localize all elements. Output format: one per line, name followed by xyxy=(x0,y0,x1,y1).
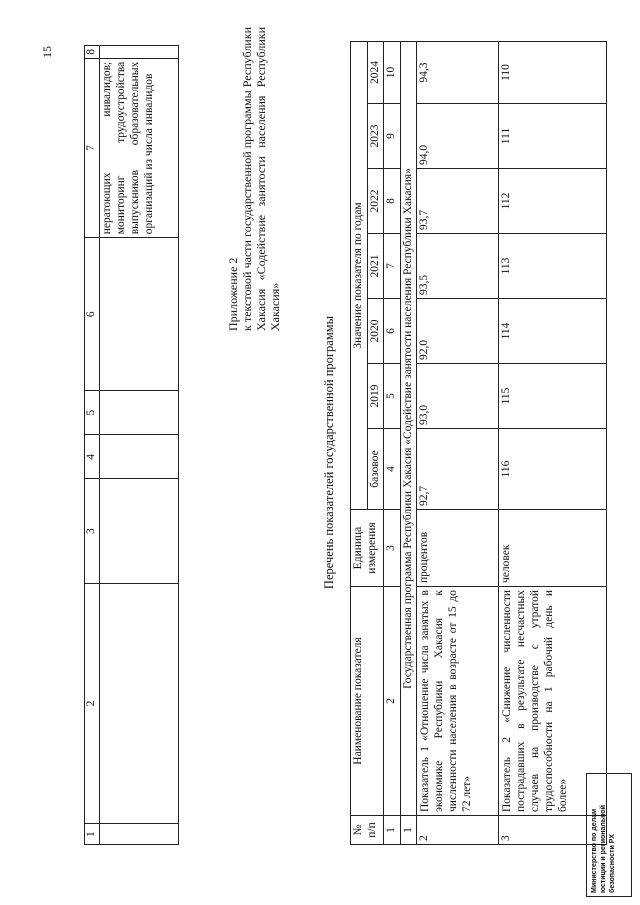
value-cell: 116 xyxy=(499,429,607,510)
value-cell: 114 xyxy=(499,299,607,364)
registration-stamp: Министерство по делам юстиции и региональной безопасности РХ xyxy=(586,773,632,897)
indicator-name: Показатель 1 «Отношение числа занятых в экономике Республики Хакасия к численности населения в возрасте от 15 до 72 лет» xyxy=(417,587,499,816)
indicator-unit: человек xyxy=(499,510,607,587)
col-number: 6 xyxy=(384,299,401,364)
col-number: 9 xyxy=(384,104,401,169)
value-cell: 110 xyxy=(499,42,607,104)
table-row xyxy=(499,42,607,845)
col-header: 3 xyxy=(85,479,100,583)
page-number: 15 xyxy=(40,46,54,58)
row-num: 2 xyxy=(417,816,499,845)
value-cell: 113 xyxy=(499,234,607,299)
col-number: 10 xyxy=(384,42,401,104)
year-cell: 2021 xyxy=(367,234,384,299)
col-number: 4 xyxy=(384,429,401,510)
appendix-block xyxy=(226,27,282,331)
value-cell: 112 xyxy=(499,169,607,234)
column-numbers-row xyxy=(384,42,401,845)
section-row xyxy=(400,42,417,845)
value-cell: 93,7 xyxy=(417,169,499,234)
table-row xyxy=(100,46,179,845)
section-title: Государственная программа Республики Хакасия «Содействие занятости населения Республики Хакасия» xyxy=(400,42,417,816)
col-header: 8 xyxy=(85,46,100,59)
table-row xyxy=(417,42,499,845)
col-number: 3 xyxy=(384,510,401,587)
col-number: 7 xyxy=(384,234,401,299)
cell-text: нератоющих инвалидов; мониторинг трудоустройства выпускников образовательных организаций из числа инвалидов xyxy=(100,58,179,238)
col-header: 5 xyxy=(85,391,100,435)
value-cell: 94,3 xyxy=(417,42,499,104)
value-cell: 111 xyxy=(499,104,607,169)
header-row xyxy=(351,42,368,845)
col-number: 5 xyxy=(384,364,401,429)
section-num: 1 xyxy=(400,816,417,845)
col-number: 2 xyxy=(384,587,401,816)
col-header: 2 xyxy=(85,583,100,823)
indicator-name: Показатель 2 «Снижение численности пострадавших в результате несчастных случаев на производстве с утратой трудоспособности на 1 рабочий день и более» xyxy=(499,587,607,816)
appendix-label: Приложение 2 xyxy=(226,257,240,331)
year-cell: 2024 xyxy=(367,42,384,104)
col-number: 1 xyxy=(384,816,401,845)
year-cell: 2022 xyxy=(367,169,384,234)
indicators-table xyxy=(350,41,607,845)
table-header-row xyxy=(85,46,100,845)
col-header: 6 xyxy=(85,238,100,391)
name-header: Наименование показателя xyxy=(351,587,384,816)
row-num: 3 xyxy=(499,816,607,845)
col-header: 4 xyxy=(85,435,100,479)
year-cell: 2020 xyxy=(367,299,384,364)
col-number: 8 xyxy=(384,169,401,234)
value-cell: 94,0 xyxy=(417,104,499,169)
value-cell: 92,7 xyxy=(417,429,499,510)
indicator-unit: процентов xyxy=(417,510,499,587)
table-caption: Перечень показателей государственной программы xyxy=(322,315,336,590)
unit-header: Единица измерения xyxy=(351,510,384,587)
value-cell: 93,0 xyxy=(417,364,499,429)
year-cell: 2023 xyxy=(367,104,384,169)
num-header: № п/п xyxy=(351,816,384,845)
continuation-table xyxy=(84,45,179,845)
value-cell: 115 xyxy=(499,364,607,429)
year-cell: 2019 xyxy=(367,364,384,429)
col-header: 7 xyxy=(85,58,100,238)
appendix-text: к текстовой части государственной программы Республики Хакасия «Содействие занятости населения Республики Хакасия» xyxy=(240,27,282,331)
value-cell: 93,5 xyxy=(417,234,499,299)
year-cell: базовое xyxy=(367,429,384,510)
value-cell: 92,0 xyxy=(417,299,499,364)
values-header: Значение показателя по годам xyxy=(351,42,368,510)
col-header: 1 xyxy=(85,824,100,845)
